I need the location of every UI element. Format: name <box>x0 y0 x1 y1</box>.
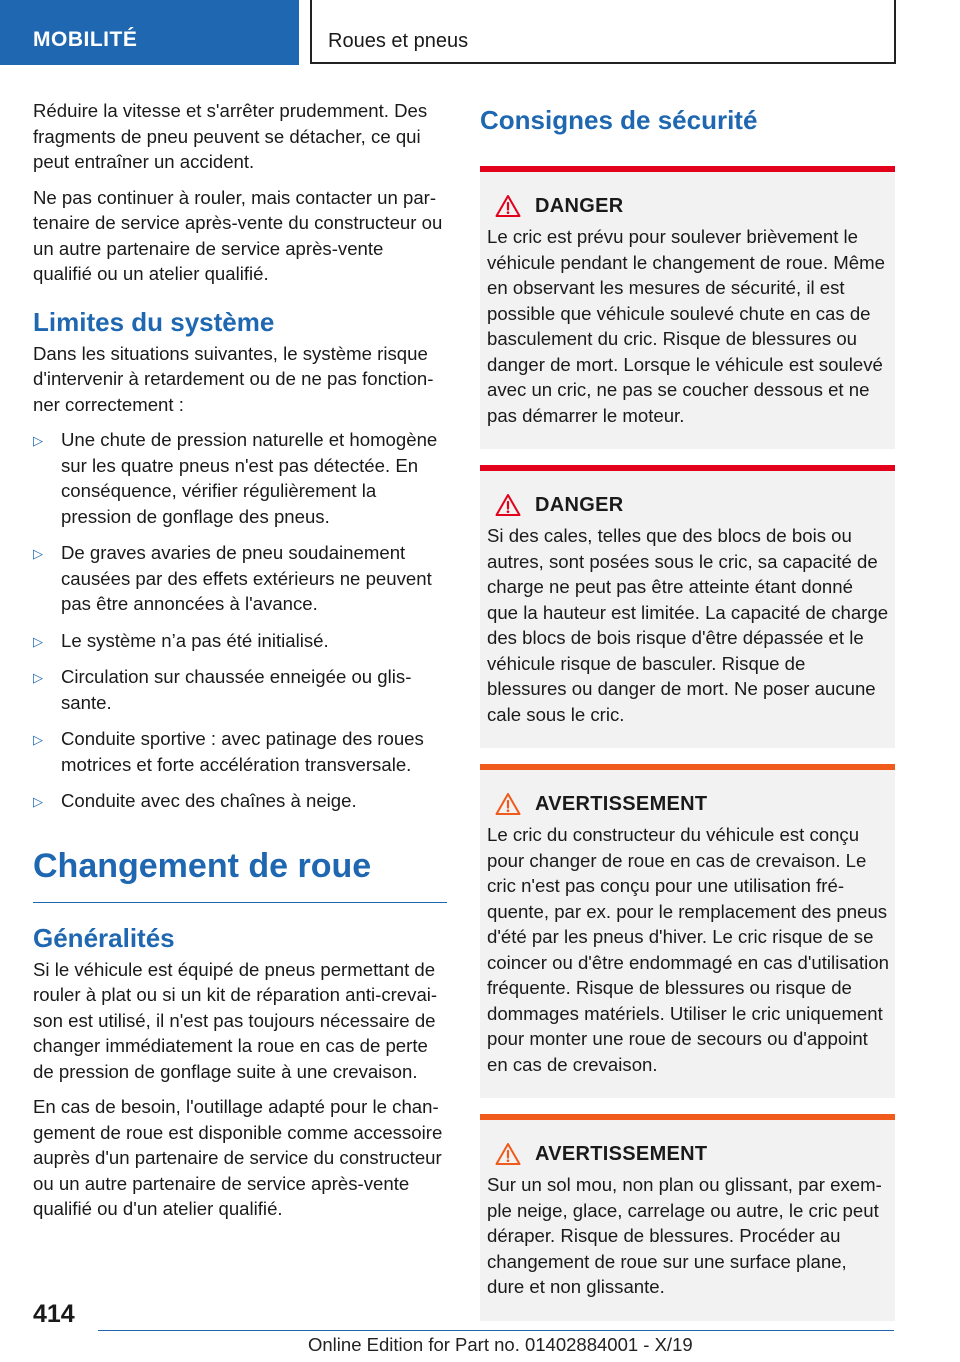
general-paragraph: Si le véhicule est équipé de pneus permettant de rouler à plat ou si un kit de réparation anti-crevaison est utilisé, il n'est pas toujours nécessaire de changer immédiatement la roue en cas de perte de pression de gonflage suite à une crevaison. <box>33 958 438 1082</box>
notice-text: Sur un sol mou, non plan ou glissant, par exemple neige, glace, carrelage ou autre, le cric peut déraper. Risque de blessures. Procéder au changement de roue sur une surface plane, dure et non glissante. <box>487 1174 882 1297</box>
warning-triangle-icon <box>495 194 521 218</box>
warning-notice <box>480 1114 895 1321</box>
danger-notice <box>480 166 895 449</box>
list-item: ▷ Conduite avec des chaînes à neige. <box>33 788 447 814</box>
safety-heading: Consignes de sécurité <box>480 105 758 135</box>
general-heading: Généralités <box>33 922 175 953</box>
section-label: MOBILITÉ <box>33 28 138 51</box>
list-item: ▷ Circulation sur chaussée enneigée ou glissante. <box>33 666 412 713</box>
chapter-title: Changement de roue <box>33 844 447 903</box>
page-number: 414 <box>33 1300 75 1328</box>
intro-paragraph: Réduire la vitesse et s'arrêter prudemment. Des fragments de pneu peuvent se détacher, ce qui peut entraîner un accident. <box>33 100 428 172</box>
triangle-right-outline-icon: ▷ <box>33 794 43 809</box>
notice-level: DANGER <box>535 194 624 217</box>
list-item: ▷ Une chute de pression naturelle et homogène sur les quatre pneus n'est pas détectée. En conséquence, vérifier régulièrement la pression de gonflage des pneus. <box>33 429 438 527</box>
list-item: ▷ Conduite sportive : avec patinage des roues motrices et forte accélération transversale. <box>33 728 424 775</box>
notice-color-bar <box>480 166 895 172</box>
left-column <box>33 98 447 1232</box>
topic-tab <box>310 0 896 64</box>
notice-level: AVERTISSEMENT <box>535 1142 708 1165</box>
triangle-right-outline-icon: ▷ <box>33 546 43 561</box>
notice-level: AVERTISSEMENT <box>535 792 708 815</box>
list-item: ▷ Le système n’a pas été initialisé. <box>33 628 447 654</box>
warning-triangle-icon <box>495 1142 521 1166</box>
triangle-right-outline-icon: ▷ <box>33 433 43 448</box>
topic-label: Roues et pneus <box>328 30 469 52</box>
right-column <box>480 98 895 1337</box>
limits-intro: Dans les situations suivantes, le système risque d'intervenir à retardement ou de ne pas fonctionner correctement : <box>33 342 434 415</box>
warning-notice <box>480 764 895 1098</box>
notice-color-bar <box>480 1114 895 1120</box>
list-item: ▷ De graves avaries de pneu soudainement causées par des effets extérieurs ne peuvent pas être annoncées à l'avance. <box>33 542 432 614</box>
notice-level: DANGER <box>535 493 624 516</box>
notice-text: Le cric du constructeur du véhicule est conçu pour changer de roue en cas de crevaison. Le cric n'est pas conçu pour une utilisation fréquente, par ex. pour le remplacement des pneus d'été par les pneus d'hiver. Le cric risque de se coincer ou d'être endommagé en cas d'utilisation fréquente. Risque de blessures ou risque de dommages matériels. Utiliser le cric uniquement pour monter une roue de secours ou d'appoint en cas de crevaison. <box>487 824 889 1075</box>
intro-paragraph: Ne pas continuer à rouler, mais contacter un partenaire de service après-vente du constructeur ou un autre partenaire de service après-vente qualifié ou un atelier qualifié. <box>33 186 443 284</box>
triangle-right-outline-icon: ▷ <box>33 670 43 685</box>
footer-edition: Online Edition for Part no. 01402884001 - X/19 <box>308 1334 693 1355</box>
notice-color-bar <box>480 465 895 471</box>
notice-text: Si des cales, telles que des blocs de bois ou autres, sont posées sous le cric, sa capacité de charge ne peut pas être atteinte étant donné que la hauteur est limitée. La capacité de charge des blocs de bois risque d'être dépassée et le véhicule risque de basculer. Risque de blessures ou danger de mort. Ne poser aucune cale sous le cric. <box>487 525 889 725</box>
notice-color-bar <box>480 764 895 770</box>
triangle-right-outline-icon: ▷ <box>33 633 43 649</box>
triangle-right-outline-icon: ▷ <box>33 732 43 747</box>
limits-heading: Limites du système <box>33 306 275 337</box>
warning-triangle-icon <box>495 792 521 816</box>
notice-text: Le cric est prévu pour soulever brièvement le véhicule pendant le changement de roue. Même en observant les mesures de sécurité, il est possible que véhicule soulevé chute en cas de basculement du cric. Risque de blessures ou danger de mort. Lorsque le véhicule est soulevé avec un cric, ne pas se coucher dessous et ne pas démarrer le moteur. <box>487 226 885 426</box>
warning-triangle-icon <box>495 493 521 517</box>
limits-list <box>33 427 447 814</box>
general-paragraph: En cas de besoin, l'outillage adapté pour le changement de roue est disponible comme accessoire auprès d'un partenaire de service du constructeur ou un autre partenaire de service après-vente qualifié ou d'un atelier qualifié. <box>33 1096 443 1219</box>
danger-notice <box>480 465 895 748</box>
footer-divider <box>98 1330 894 1331</box>
section-tab <box>0 0 299 65</box>
